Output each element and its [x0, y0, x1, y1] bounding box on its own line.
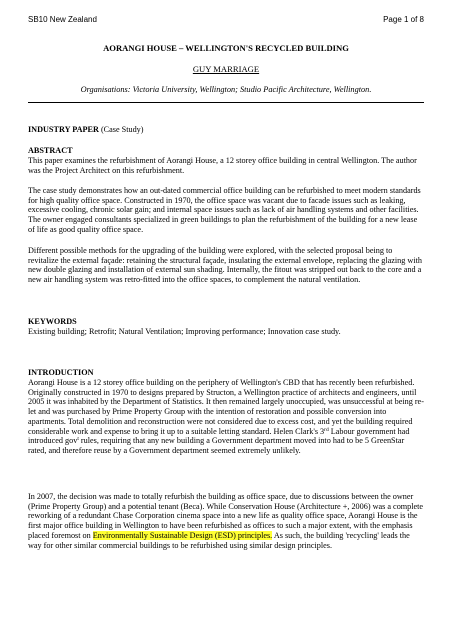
paper-title: AORANGI HOUSE – WELLINGTON'S RECYCLED BUILDING — [103, 43, 349, 53]
introduction-paragraph-1: Aorangi House is a 12 storey office building on the periphery of Wellington's CBD that has recently been refurbished. Originally constructed in 1970 to designs prepared by Structon, a Wellington practice of architects and engineers, until 2005 it was inhabited by the Department of Statistics. It then remained largely unoccupied, was unsuccessful at being re-let and was purchased by Prime Property Group with the intention of restoration and possible conversion into apartments. Total demolition and reconstruction were not considered due to excess cost, and yet the building required considerable work and expense to bring it up to a suitable letting standard. Helen Clark's 3rd Labour government had introduced gov$^t$ rules, requiring that any new building a Government department moved into had to be 5 GreenStar rated, and therefore reuse by a Government department seemed extremely unlikely. — [28, 378, 424, 455]
keywords-text: Existing building; Retrofit; Natural Ventilation; Improving performance; Innovation case study. — [28, 327, 341, 336]
paper-type-label: INDUSTRY PAPER — [28, 125, 99, 134]
paper-type-detail: (Case Study) — [98, 125, 144, 134]
abstract-heading: ABSTRACT — [28, 146, 73, 155]
introduction-heading: INTRODUCTION — [28, 368, 94, 377]
header-divider — [28, 102, 424, 103]
abstract-paragraph-1: This paper examines the refurbishment of Aorangi House, a 12 storey office building in central Wellington. The author was the Project Architect on this refurbishment. — [28, 156, 417, 175]
introduction-paragraph-2: In 2007, the decision was made to totally refurbish the building as office space, due to discussions between the owner (Prime Property Group) and a potential tenant (Beca). While Conservation House (Architecture +, 2006) was a complete reworking of a redundant Chase Corporation cinema space into a new life as quality office space, Aorangi House is the first major office building in Wellington to have been refurbished as offices to such a major extent, with the emphasis placed foremost on Environmentally Sustainable Design (ESD) principles. As such, the building 'recycling' leads the way for other similar commercial buildings to be refurbished using similar design principles. — [28, 492, 424, 550]
abstract-paragraph-3: Different possible methods for the upgrading of the building were explored, with the selected proposal being to revitalize the external façade: retaining the structural façade, insulating the external envelope, replacing the glazing with new double glazing and installation of external sun shading. Internally, the fitout was stripped out back to the core and a new air handling system was retro-fitted into the office spaces, to complement the natural ventilation. — [28, 246, 422, 285]
highlighted-text: Environmentally Sustainable Design (ESD) principles. — [92, 530, 273, 540]
header-page-number: Page 1 of 8 — [383, 15, 424, 24]
author-organisations: Organisations: Victoria University, Wellington; Studio Pacific Architecture, Wellington. — [80, 85, 372, 94]
paper-author: GUY MARRIAGE — [192, 64, 260, 74]
abstract-paragraph-2: The case study demonstrates how an out-dated commercial office building can be refurbished to meet modern standards for high quality office space. Constructed in 1970, the office space was vacant due to facade issues such as leaking, excessive cooling, chronic solar gain; and internal space issues such as lack of air handling systems and other facilities. The owner engaged consultants specialized in green buildings to plan the refurbishment of the building for a new lease of life as good quality office space. — [28, 186, 421, 234]
paper-type — [28, 125, 424, 135]
running-header — [28, 15, 424, 27]
keywords-heading: KEYWORDS — [28, 317, 77, 326]
header-conference: SB10 New Zealand — [28, 15, 97, 24]
